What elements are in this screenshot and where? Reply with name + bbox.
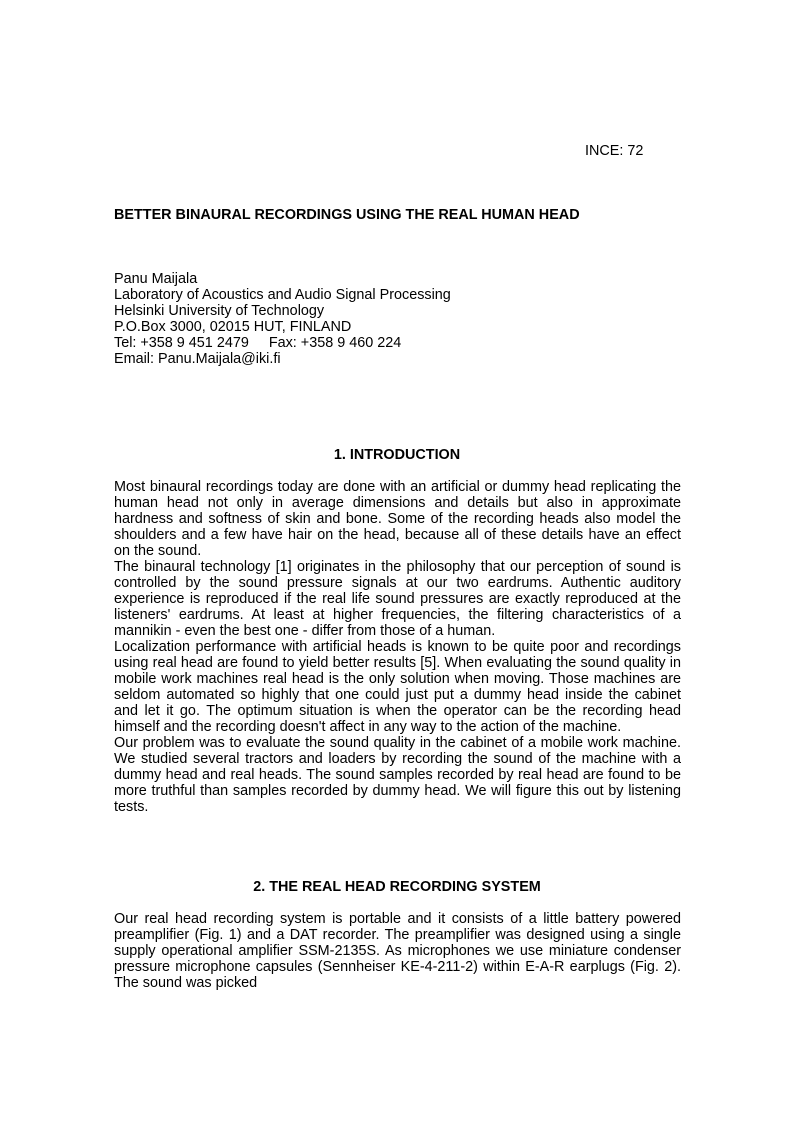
author-phone-fax: Tel: +358 9 451 2479 Fax: +358 9 460 224 [114,335,402,351]
paragraph: Localization performance with artificial heads is known to be quite poor and recordings using real head are found to yield better results [5]. When evaluating the sound quality in mobile work machines real head is the only solution when moving. Those machines are seldom automated so highly that one could just put a dummy head inside the cabinet and let it go. The optimum situation is when the operator can be the recording head himself and the recording doesn't affect in any way to the action of the machine. [114,639,681,735]
paragraph: Our real head recording system is portable and it consists of a little battery powered preamplifier (Fig. 1) and a DAT recorder. The preamplifier was designed using a single supply operational amplifier SSM-2135S. As microphones we use miniature condenser pressure microphone capsules (Sennheiser KE-4-211-2) within E-A-R earplugs (Fig. 2). The sound was picked [114,911,681,991]
section-body-introduction [114,479,681,815]
author-address: P.O.Box 3000, 02015 HUT, FINLAND [114,319,352,335]
paragraph: Our problem was to evaluate the sound quality in the cabinet of a mobile work machine. We studied several tractors and loaders by recording the sound of the machine with a dummy head and real heads. The sound samples recorded by real head are found to be more truthful than samples recorded by dummy head. We will figure this out by listening tests. [114,735,681,815]
conference-code: INCE: 72 [585,143,644,159]
section-heading-introduction: 1. INTRODUCTION [333,447,461,463]
section-heading-recording-system: 2. THE REAL HEAD RECORDING SYSTEM [253,879,541,895]
author-name: Panu Maijala [114,271,198,287]
author-email: Email: Panu.Maijala@iki.fi [114,351,281,367]
section-body-recording-system [114,911,681,991]
paper-title: BETTER BINAURAL RECORDINGS USING THE REAL HUMAN HEAD [114,207,580,223]
paragraph: Most binaural recordings today are done with an artificial or dummy head replicating the human head not only in average dimensions and details but also in approximate hardness and softness of skin and bone. Some of the recording heads also model the shoulders and a few have hair on the head, because all of these details have an effect on the sound. [114,479,681,559]
author-block [114,271,451,367]
author-university: Helsinki University of Technology [114,303,325,319]
author-lab: Laboratory of Acoustics and Audio Signal Processing [114,287,451,303]
paragraph: The binaural technology [1] originates in the philosophy that our perception of sound is controlled by the sound pressure signals at our two eardrums. Authentic auditory experience is reproduced if the real life sound pressures are exactly reproduced at the listeners' eardrums. At least at higher frequencies, the filtering characteristics of a mannikin - even the best one - differ from those of a human. [114,559,681,639]
